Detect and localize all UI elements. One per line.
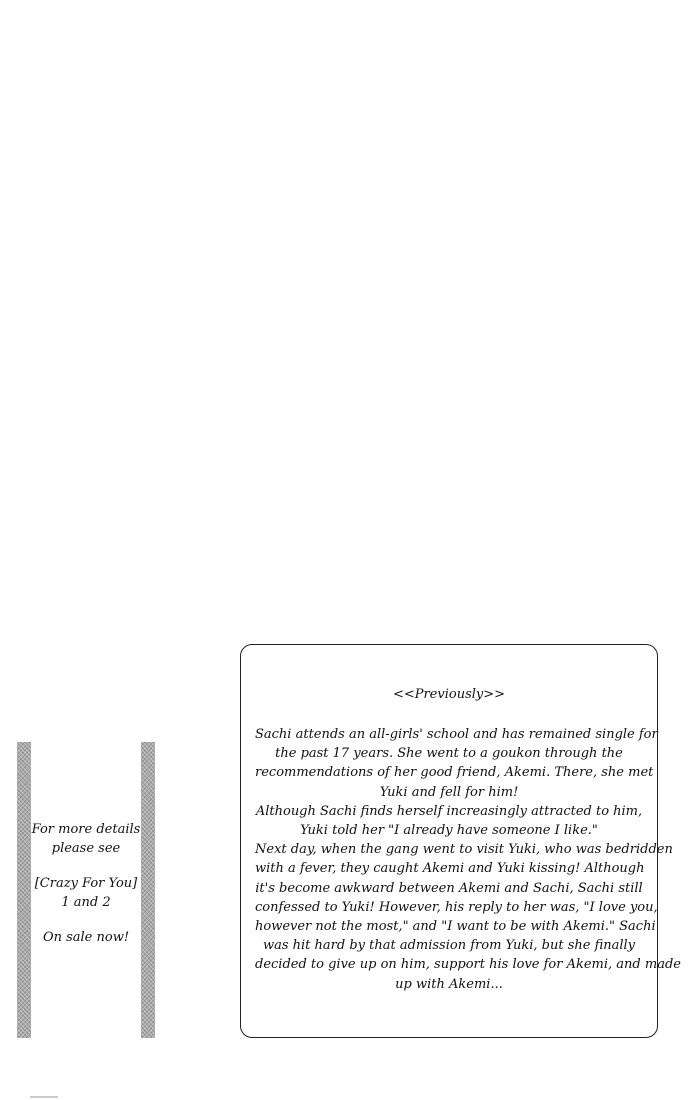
screentone-bar-right	[141, 742, 155, 1038]
recap-line: Although Sachi finds herself increasingly attracted to him,	[255, 803, 643, 819]
recap-box	[240, 644, 681, 1038]
promo-line: please see	[51, 841, 121, 856]
recap-line: it's become awkward between Akemi and Sachi, Sachi still	[255, 880, 643, 896]
recap-body	[255, 725, 681, 994]
recap-title: <<Previously>>	[392, 687, 506, 702]
recap-line: recommendations of her good friend, Akemi. There, she met	[255, 765, 654, 781]
promo-text	[31, 820, 141, 947]
promo-panel	[15, 742, 155, 1038]
recap-line: however not the most," and "I want to be with Akemi." Sachi	[255, 919, 656, 935]
recap-line: Sachi attends an all-girls' school and has remained single for	[255, 727, 658, 742]
promo-line: For more details	[31, 822, 141, 837]
promo-line: On sale now!	[42, 930, 130, 945]
recap-line: Yuki told her "I already have someone I like."	[300, 823, 598, 839]
recap-line: the past 17 years. She went to a goukon through the	[275, 746, 623, 762]
scan-mark	[30, 1096, 58, 1098]
recap-line: was hit hard by that admission from Yuki, but she finally	[262, 938, 636, 954]
screentone-bar-left	[17, 742, 31, 1038]
recap-line: with a fever, they caught Akemi and Yuki kissing! Although	[255, 861, 645, 877]
recap-line: up with Akemi...	[395, 976, 503, 992]
promo-line: 1 and 2	[61, 895, 111, 910]
recap-line: decided to give up on him, support his love for Akemi, and made	[255, 957, 681, 973]
recap-line: Yuki and fell for him!	[379, 784, 519, 800]
recap-line: confessed to Yuki! However, his reply to her was, "I love you,	[255, 899, 658, 915]
recap-line: Next day, when the gang went to visit Yuki, who was bedridden	[255, 842, 673, 858]
promo-line: [Crazy For You]	[34, 876, 138, 891]
